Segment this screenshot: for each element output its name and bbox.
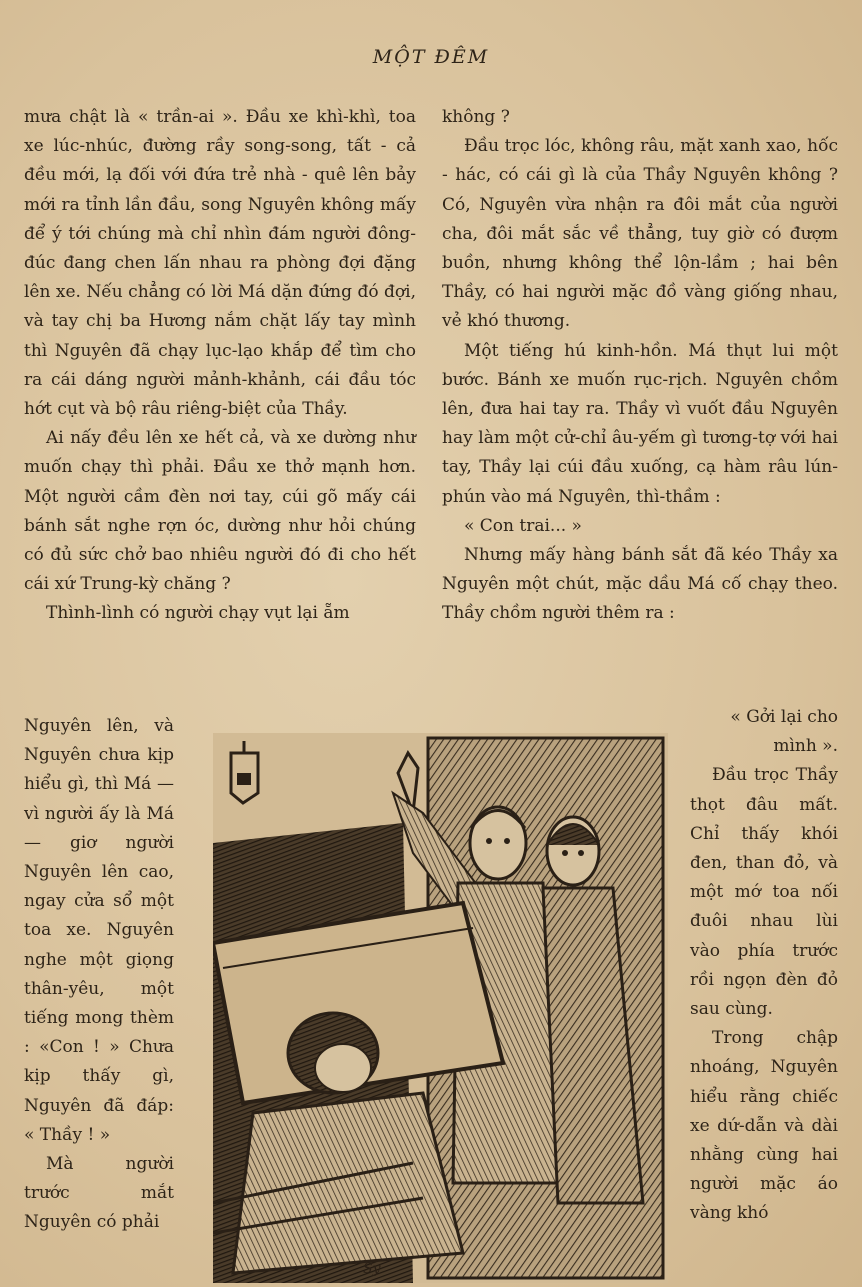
paragraph: không ? bbox=[442, 107, 510, 127]
text-column-right-bottom bbox=[690, 703, 838, 1229]
paragraph: Ai nấy đều lên xe hết cả, và xe dường như muốn chạy thì phải. Đầu xe thở mạnh hơn. Một người cầm đèn nơi tay, cúi gõ mấy cái bánh sắt nghe rợn óc, dường như hỏi chúng có đủ sức chở bao nhiêu người đó đi cho hết cái xứ Trung-kỳ chăng ? bbox=[24, 428, 416, 595]
page-header: MỘT ĐÊM bbox=[372, 46, 490, 68]
paragraph: Mà người trước mắt Nguyên có phải bbox=[24, 1154, 174, 1233]
illustration-drawing bbox=[213, 733, 668, 1283]
paragraph: « Gởi lại cho mình ». bbox=[730, 707, 838, 757]
paragraph: « Con trai... » bbox=[464, 515, 582, 536]
paragraph: Nhưng mấy hàng bánh sắt đã kéo Thầy xa Nguyên một chút, mặc dầu Má cố chạy theo. Thầy chồm người thêm ra : bbox=[442, 545, 838, 624]
paragraph: mưa chật là « trần-ai ». Đầu xe khì-khì, toa xe lúc-nhúc, đường rầy song-song, tất - cả đều mới, lạ đối với đứa trẻ nhà - quê lên bảy mới ra tỉnh lần đầu, song Nguyên không mấy để ý tới chúng mà chỉ nhìn đám người đông-đúc đang chen lấn nhau ra phòng đợi đặng lên xe. Nếu chẳng có lời Má dặn đứng đó đợi, và tay chị ba Hương nắm chặt lấy tay mình thì Nguyên đã chạy lục-lạo khắp để tìm cho ra cái dáng người mảnh-khảnh, cái đầu tóc hớt cụt và bộ râu riêng-biệt của Thầy. bbox=[24, 107, 416, 420]
text-column-left bbox=[24, 103, 416, 629]
text-column-left-bottom bbox=[24, 712, 174, 1238]
paragraph: Đầu trọc Thầy thọt đâu mất. Chỉ thấy khói đen, than đỏ, và một mớ toa nối đuôi nhau lùi vào phía trước rồi ngọn đèn đỏ sau cùng. bbox=[690, 765, 838, 1020]
text-column-right bbox=[442, 103, 838, 629]
paragraph: Nguyên lên, và Nguyên chưa kịp hiểu gì, thì Má —vì người ấy là Má — giơ người Nguyên lên cao, ngay cửa sổ một toa xe. Nguyên nghe một giọng thân-yêu, một tiếng mong thèm : «Con ! » Chưa kịp thấy gì, Nguyên đã đáp: « Thầy ! » bbox=[24, 716, 174, 1145]
paragraph: Đầu trọc lóc, không râu, mặt xanh xao, hốc - hác, có cái gì là của Thầy Nguyên không ? Có, Nguyên vừa nhận ra đôi mắt của người cha, đôi mắt sắc về thẳng, tuy giờ có đượm buồn, nhưng không thể lộn-lầm ; hai bên Thầy, có hai người mặc đồ vàng giống nhau, vẻ khó thương. bbox=[442, 136, 838, 332]
paragraph: Trong chập nhoáng, Nguyên hiểu rằng chiếc xe dứ-dẫn và dài nhằng cùng hai người mặc áo vàng khó bbox=[690, 1028, 838, 1224]
paragraph: Thình-lình có người chạy vụt lại ẵm bbox=[46, 603, 350, 624]
illustration-signature: Sy bbox=[363, 1261, 381, 1277]
paragraph: Một tiếng hú kinh-hồn. Má thụt lui một bước. Bánh xe muốn rục-rịch. Nguyên chồm lên, đưa hai tay ra. Thầy vì vuốt đầu Nguyên hay làm một cử-chỉ âu-yếm gì tương-tợ với hai tay, Thầy lại cúi đầu xuống, cạ hàm râu lún-phún vào má Nguyên, thì-thầm : bbox=[442, 340, 838, 507]
woodcut-illustration bbox=[213, 733, 668, 1283]
